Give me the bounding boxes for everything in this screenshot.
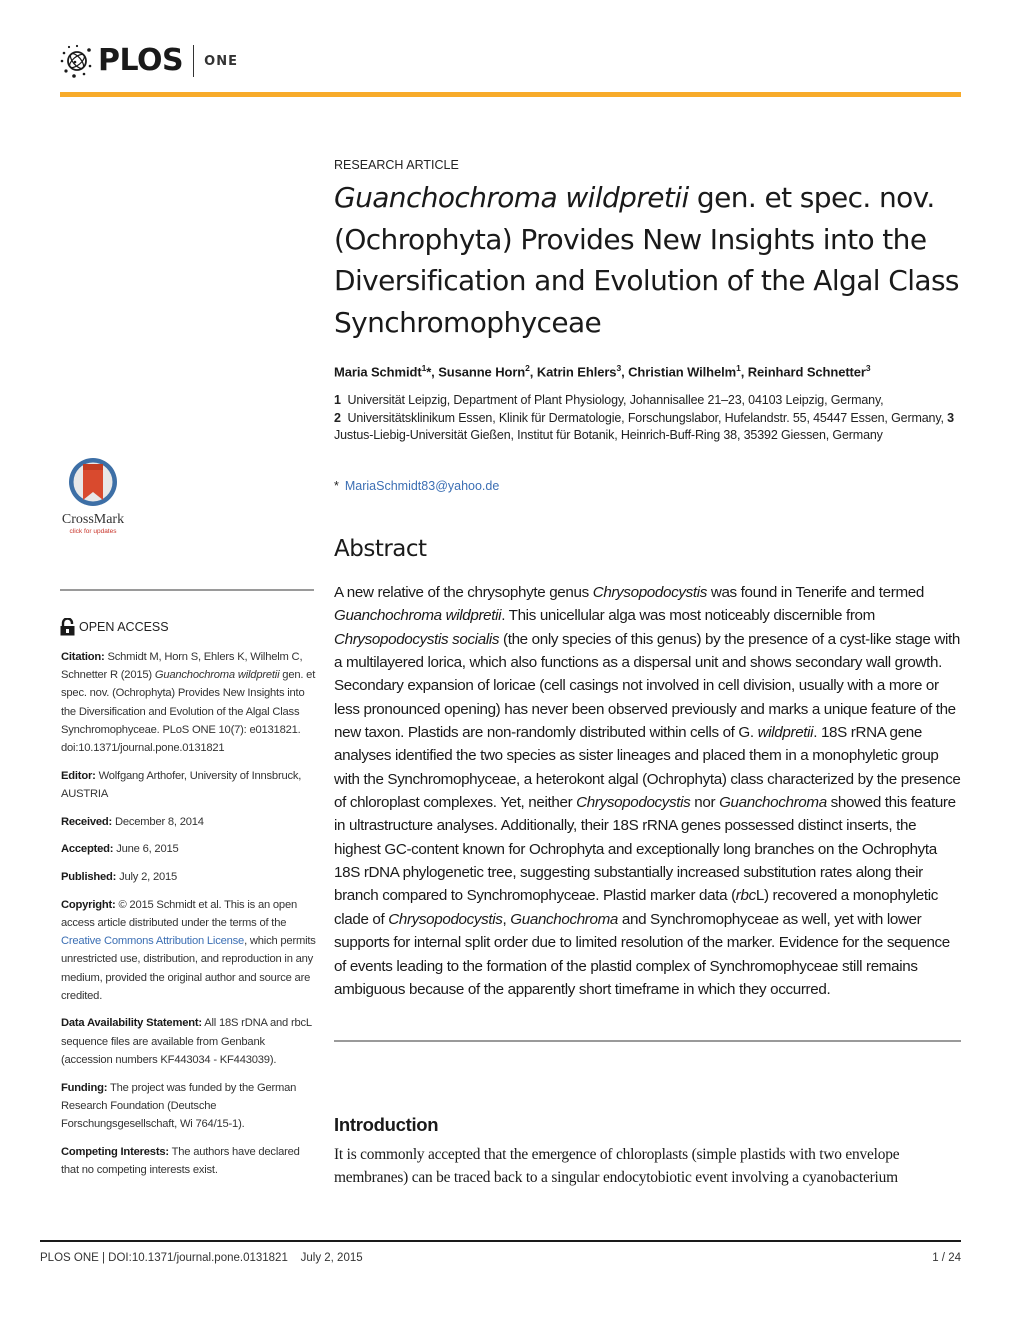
abstract-segment: G: [738, 724, 750, 742]
author-affiliation: 1: [421, 363, 427, 373]
logo-divider: [193, 45, 194, 77]
publisher-name: PLOS: [98, 43, 184, 78]
abstract-italic-term: Guanchochroma: [719, 794, 827, 812]
abstract-italic-term: Chrysopodocystis: [592, 584, 707, 601]
abstract-italic-term: rbc: [735, 887, 756, 905]
copyright: [61, 896, 319, 1005]
abstract-segment: was found in Tenerife and termed: [706, 584, 924, 601]
accepted-date: [61, 840, 319, 858]
received-date: [61, 813, 319, 831]
accepted-value: June 6, 2015: [116, 843, 179, 856]
crossmark-badge[interactable]: [58, 456, 128, 536]
footer-rule: [40, 1240, 961, 1242]
published-value: July 2, 2015: [119, 871, 178, 884]
abstract-segment: L) recovered a monophyletic clade of: [334, 887, 939, 928]
abstract-segment: A new relative of the chrysophyte genus: [334, 584, 593, 601]
abstract-segment: (the only species of this genus) by the presence of a cyst-like stage with a multilayered lorica, which also functions as a dispersal unit and shows secondary wall growth. Secondary expansion of loricae (cell casings not involved in cell division, usually with a more or less pronounced opening) has never been observed previously and marks a unique feature of the new taxon. Plastids are non-randomly distributed within cells of: [334, 630, 960, 742]
funding-value: The project was funded by the German Research Foundation (Deutsche Forschungsgesellschaft, Wi 764/15-1).: [61, 1081, 297, 1130]
editor-label: Editor:: [61, 769, 96, 782]
abstract-italic-term: Guanchochroma wildpretii: [334, 607, 502, 625]
affiliation-number: 3: [947, 410, 954, 425]
abstract-heading: Abstract: [334, 536, 427, 562]
abstract-divider: [334, 1040, 961, 1042]
author-affiliation: 3: [616, 363, 622, 373]
abstract-italic-term: wildpretii: [757, 724, 814, 742]
page-header: [60, 40, 961, 100]
competing-interests-label: Competing Interests:: [61, 1145, 169, 1158]
abstract-text: [334, 581, 964, 1001]
abstract-italic-term: Chrysopodocystis socialis: [334, 630, 500, 648]
author[interactable]: Reinhard Schnetter: [747, 364, 866, 380]
funding: [61, 1079, 319, 1134]
copyright-text-end: , which permits unrestricted use, distribution, and reproduction in any medium, provided the original author and source are credited.: [61, 935, 316, 1002]
open-access-badge: [60, 618, 169, 636]
abstract-segment: and Synchromophyceae as well, yet with lower supports for internal split order due to limited resolution of the marker. Evidence for the sequence of events leading to the formation of the plastid complex of Synchromophyceae still remains ambiguous because of the apparently short timeframe in which they occurred.: [334, 910, 950, 998]
abstract-italic-term: Chrysopodocystis: [388, 910, 503, 928]
affiliation: Universität Leipzig, Department of Plant Physiology, Johannisallee 21–23, 04103 Leipzig, Germany,: [347, 393, 884, 407]
published-label: Published:: [61, 871, 117, 884]
correspondence: [334, 479, 499, 493]
author[interactable]: Maria Schmidt: [334, 364, 422, 380]
crossmark-label: CrossMark: [61, 512, 125, 527]
corresponding-mark: *: [334, 479, 339, 493]
crossmark-icon: [67, 456, 119, 508]
abstract-segment: nor: [690, 794, 720, 812]
author-affiliation: 1: [736, 363, 741, 373]
abstract-segment: .: [749, 724, 758, 742]
author-list: Maria Schmidt$^1$*, Susanne Horn$^2$, Katrin Ehlers$^3$, Christian Wilhelm$^1$, Reinhard Schnetter$^3$: [334, 363, 871, 380]
abstract-italic-term: Guanchochroma: [510, 910, 619, 928]
abstract-segment: . 18S rRNA gene analyses identified the two species as sister lineages and placed them in a monophyletic group with the Synchromophyceae, a heterokont algal (Ochrophyta) class characterized by the presence of chloroplast complexes. Yet, neither: [334, 724, 961, 812]
header-rule: [60, 92, 961, 97]
author[interactable]: Katrin Ehlers: [536, 364, 617, 380]
license-link[interactable]: Creative Commons Attribution License: [61, 935, 245, 948]
accepted-label: Accepted:: [61, 843, 114, 856]
article-title: [334, 177, 974, 343]
email-link[interactable]: MariaSchmidt83@yahoo.de: [344, 479, 500, 493]
introduction-heading: Introduction: [334, 1114, 439, 1135]
article-type: RESEARCH ARTICLE: [334, 158, 459, 172]
funding-label: Funding:: [61, 1081, 108, 1094]
affiliations: [334, 392, 964, 445]
citation: [61, 648, 319, 757]
affiliation-number: 2: [334, 410, 341, 425]
data-availability-label: Data Availability Statement:: [61, 1017, 202, 1030]
author[interactable]: Susanne Horn: [438, 364, 526, 380]
affiliation: Universitätsklinikum Essen, Klinik für Dermatologie, Forschungslabor, Hufelandstr. 55, 45447 Essen, Germany,: [347, 410, 944, 425]
title-part1: gen. et spec. nov.: [688, 181, 935, 214]
published-date: [61, 868, 319, 886]
abstract-segment: showed this feature in ultrastructure analyses. Additionally, their 18S rRNA genes possessed distinct inserts, the highest GC-content known for Ochrophyta and exceptionally long branches on the Ochrophyta 18S rDNA phylogenetic tree, suggesting substantially increased substitution rates along their branch compared to Synchromophyceae. Plastid marker data (: [334, 794, 956, 905]
crossmark-sublabel: click for updates: [69, 528, 117, 535]
article-info-sidebar: [61, 648, 319, 1189]
abstract-segment: ,: [502, 910, 511, 928]
abstract-italic-term: Chrysopodocystis: [576, 794, 691, 812]
editor: [61, 767, 319, 803]
data-availability-value: All 18S rDNA and rbcL sequence files are available from Genbank (accession numbers KF443034 - KF443039).: [61, 1017, 312, 1066]
sidebar-divider: [60, 589, 314, 591]
plos-logo[interactable]: [60, 44, 238, 78]
copyright-text: © 2015 Schmidt et al. This is an open access article distributed under the terms of the: [61, 898, 297, 929]
page-number: 1 / 24: [932, 1252, 961, 1264]
corresponding-mark: *: [426, 364, 432, 380]
editor-value: Wolfgang Arthofer, University of Innsbruck, AUSTRIA: [61, 769, 302, 800]
citation-italic: Guanchochroma wildpretii: [154, 669, 280, 682]
competing-interests-value: The authors have declared that no competing interests exist.: [61, 1145, 300, 1176]
title-italic: Guanchochroma wildpretii: [334, 181, 689, 214]
abstract-segment: . This unicellular alga was most noticeably discernible from: [501, 607, 875, 625]
author[interactable]: Christian Wilhelm: [628, 364, 737, 380]
citation-label: Citation:: [61, 651, 105, 663]
copyright-label: Copyright:: [61, 898, 116, 911]
citation-text-end: gen. et spec. nov. (Ochrophyta) Provides New Insights into the Diversification and Evolution of the Algal Class Synchromophyceae. PLoS ONE 10(7): e0131821. doi:10.1371/journal.pone.0131821: [61, 669, 316, 755]
title-part2: (Ochrophyta) Provides New Insights into the Diversification and Evolution of the Algal Class Synchromophyceae: [334, 222, 959, 339]
introduction-text: It is commonly accepted that the emergence of chloroplasts (simple plastids with two envelope membranes) can be traced back to a singular endocytobiotic event involving a cyanobacterium: [334, 1146, 900, 1186]
plos-globe-icon: [60, 44, 94, 78]
footer-citation: PLOS ONE | DOI:10.1371/journal.pone.0131821 July 2, 2015: [40, 1252, 363, 1264]
open-lock-icon: [60, 618, 75, 636]
citation-text: Schmidt M, Horn S, Ehlers K, Wilhelm C, Schnetter R (2015): [61, 651, 303, 682]
received-value: December 8, 2014: [114, 815, 204, 828]
received-label: Received:: [61, 815, 113, 828]
open-access-label: OPEN ACCESS: [79, 620, 169, 634]
affiliation-number: 1: [334, 393, 341, 407]
competing-interests: [61, 1143, 319, 1179]
affiliation: Justus-Liebig-Universität Gießen, Institut für Botanik, Heinrich-Buff-Ring 38, 35392 Giessen, Germany: [334, 428, 883, 442]
data-availability: [61, 1014, 319, 1069]
author-affiliation: 2: [525, 363, 530, 373]
author-affiliation: 3: [865, 363, 871, 373]
journal-name: ONE: [204, 53, 238, 69]
